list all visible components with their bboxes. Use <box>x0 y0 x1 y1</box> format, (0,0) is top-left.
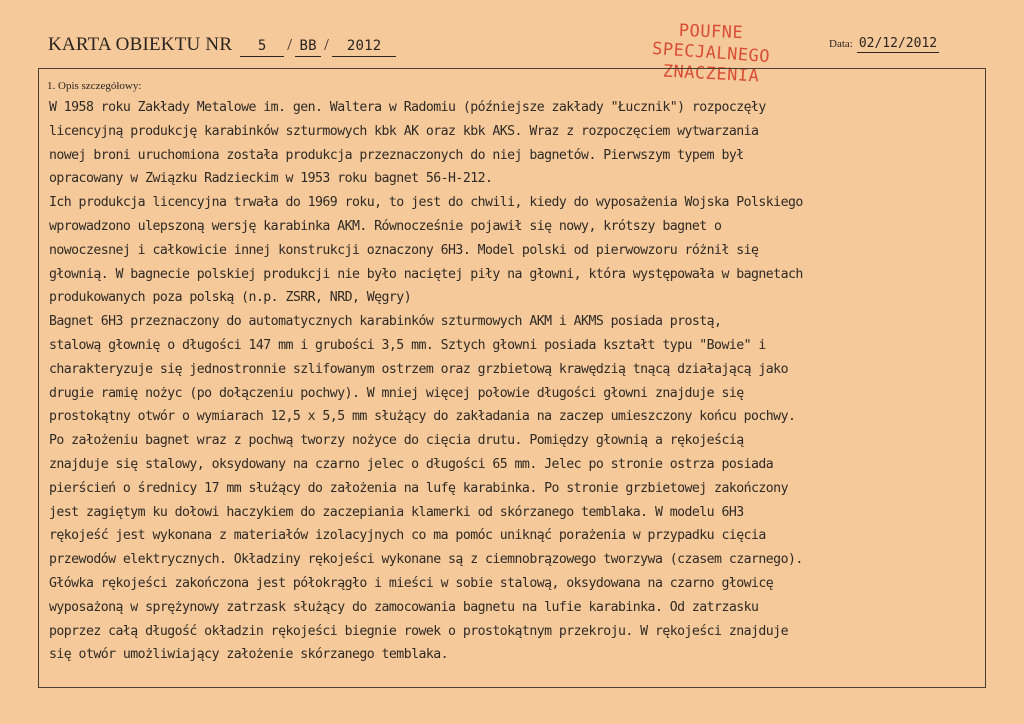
text-line: rękojeść jest wykonana z materiałów izolacyjnych co ma pomóc uniknąć porażenia w przypadku cięcia <box>49 528 766 544</box>
text-line: znajduje się stalowy, oksydowany na czarno jelec o długości 65 mm. Jelec po stronie ostrza posiada <box>49 456 774 472</box>
stamp-line: SPECJALNEGO <box>651 38 771 68</box>
text-line: poprzez całą długość okładzin rękojeści biegnie rowek o prostokątnym przekroju. W rękojeści znajduje <box>49 623 788 639</box>
date-field[interactable]: 02/12/2012 <box>858 36 938 51</box>
description-text <box>49 96 989 667</box>
object-year-field[interactable]: 2012 <box>332 38 396 57</box>
text-line: produkowanych poza polską (n.p. ZSRR, NRD, Węgry) <box>49 290 412 306</box>
text-line: stalową głownię o długości 147 mm i grubości 3,5 mm. Sztych głowni posiada kształt typu "Bowie" i <box>49 337 766 353</box>
card-header <box>48 34 396 57</box>
text-line: licencyjną produkcję karabinków szturmowych kbk AK oraz kbk AKS. Wraz z rozpoczęciem wytwarzania <box>49 123 759 139</box>
description-box <box>38 68 986 688</box>
text-line: pierścień o średnicy 17 mm służący do założenia na lufę karabinka. Po stronie grzbietowej zakończony <box>49 480 788 496</box>
text-line: opracowany w Związku Radzieckim w 1953 roku bagnet 56-H-212. <box>49 171 493 187</box>
date-block <box>829 36 939 53</box>
text-line: Bagnet 6H3 przeznaczony do automatycznych karabinków szturmowych AKM i AKMS posiada prostą, <box>49 314 722 330</box>
text-line: jest zagiętym ku dołowi haczykiem do zaczepiania klamerki od skórzanego temblaka. W modelu 6H3 <box>49 504 744 520</box>
section-label: 1. Opis szczegółowy: <box>47 80 142 92</box>
text-line: wyposażoną w sprężynowy zatrzask służący do zamocowania bagnetu na lufie karabinka. Od zatrzasku <box>49 599 759 615</box>
text-line: głownią. W bagnecie polskiej produkcji nie było naciętej piły na głowni, która występowała w bagnetach <box>49 266 803 282</box>
stamp-line: POUFNE <box>678 20 744 44</box>
text-line: Główka rękojeści zakończona jest półokrągło i mieści w sobie stalową, oksydowana na czarno głowicę <box>49 575 774 591</box>
text-line: nowej broni uruchomiona została produkcja przeznaczonych do niej bagnetów. Pierwszym typem był <box>49 147 744 163</box>
text-line: przewodów elektrycznych. Okładziny rękojeści wykonane są z ciemnobrązowego tworzywa (czasem czarnego). <box>49 552 803 568</box>
text-line: nowoczesnej i całkowicie innej konstrukcji oznaczony 6H3. Model polski od pierwowzoru różnił się <box>49 242 759 258</box>
text-line: drugie ramię nożyc (po dołączeniu pochwy). W mniej więcej połowie długości głowni znajduje się <box>49 385 744 401</box>
text-line: się otwór umożliwiający założenie skórzanego temblaka. <box>49 647 449 663</box>
object-series-field[interactable]: BB <box>295 38 321 57</box>
separator-slash: / <box>324 35 330 54</box>
text-line: prostokątny otwór o wymiarach 12,5 x 5,5 mm służący do zakładania na zaczep umieszczony końcu pochwy. <box>49 409 796 425</box>
text-line: W 1958 roku Zakłady Metalowe im. gen. Waltera w Radomiu (późniejsze zakłady "Łucznik") rozpoczęły <box>49 100 766 115</box>
text-line: wprowadzono ulepszoną wersję karabinka AKM. Równocześnie pojawił się nowy, krótszy bagnet o <box>49 218 722 234</box>
text-line: charakteryzuje się jednostronnie szlifowanym ostrzem oraz grzbietową krawędzią tnącą działającą jako <box>49 361 788 377</box>
card-title: KARTA OBIEKTU NR <box>48 34 233 55</box>
separator-slash: / <box>287 35 293 54</box>
text-line: Ich produkcja licencyjna trwała do 1969 roku, to jest do chwili, kiedy do wyposażenia Wojska Polskiego <box>49 195 803 211</box>
object-number-field[interactable]: 5 <box>240 38 284 57</box>
stamp-line: ZNACZENIA <box>662 61 760 87</box>
text-line: Po założeniu bagnet wraz z pochwą tworzy nożyce do cięcia drutu. Pomiędzy głownią a rękojeścią <box>49 433 744 449</box>
date-label: Data: <box>829 38 853 50</box>
